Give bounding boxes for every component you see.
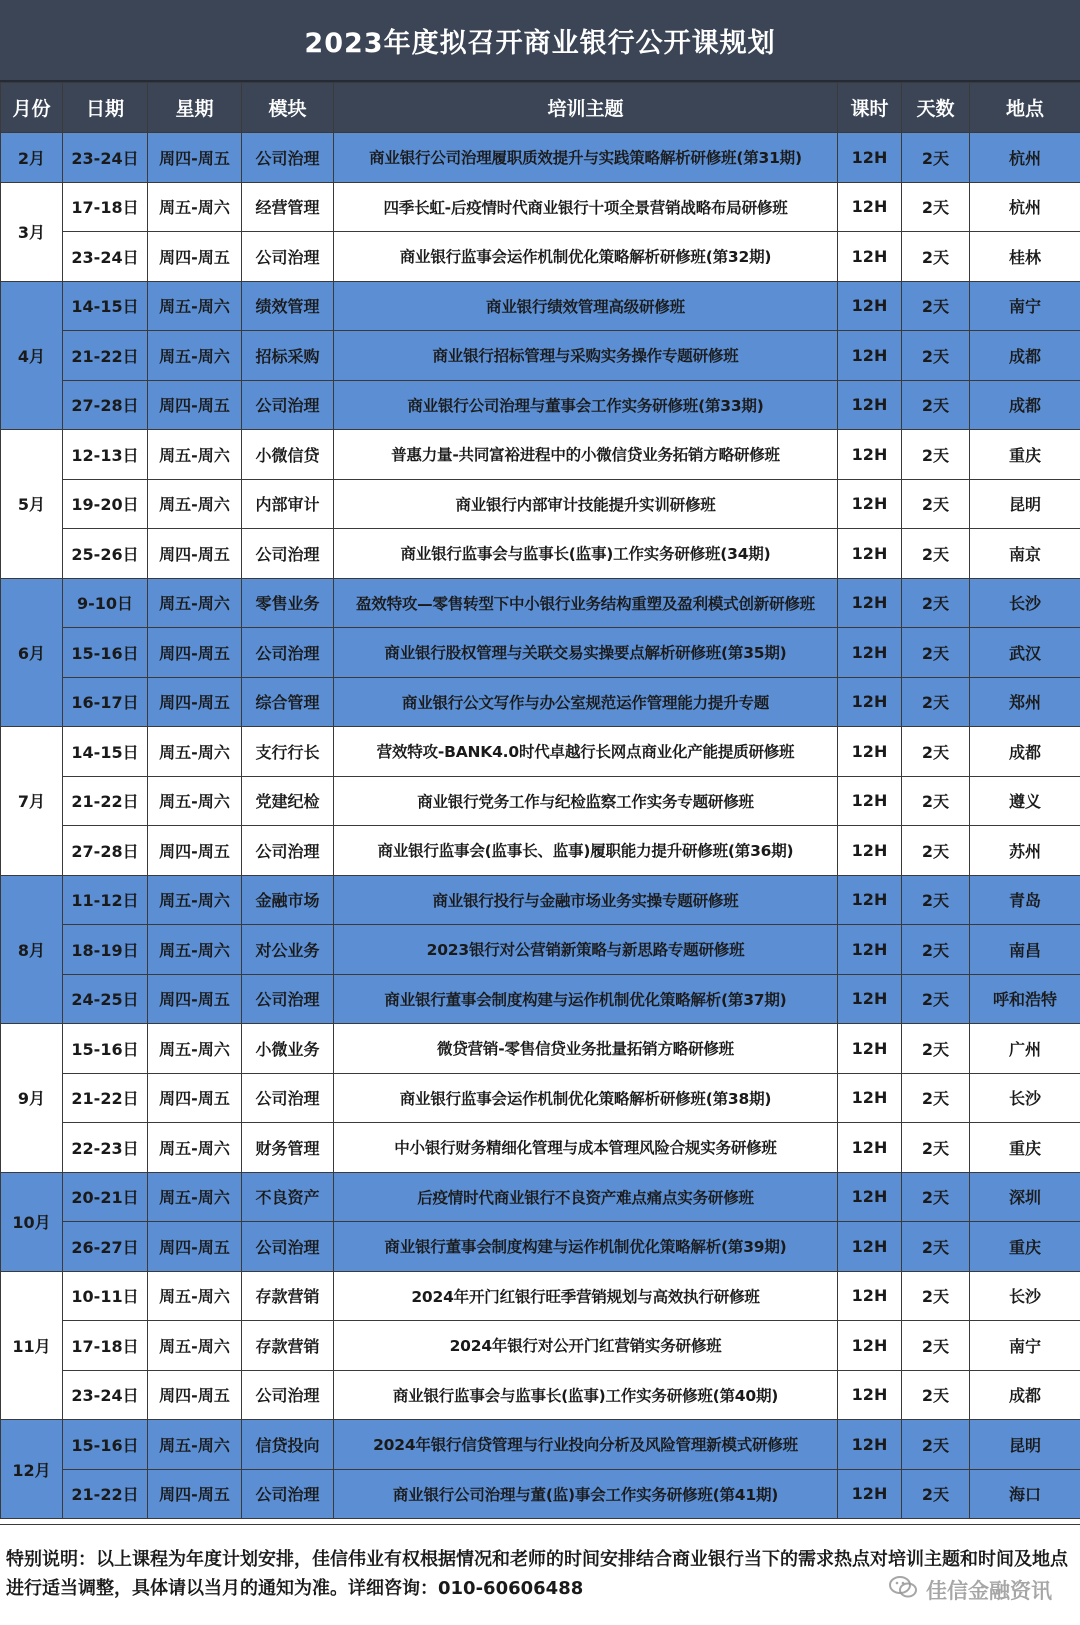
page-title: 2023年度拟召开商业银行公开课规划 xyxy=(0,0,1080,82)
cell-module: 公司治理 xyxy=(242,826,334,876)
cell-hours: 12H xyxy=(838,776,902,826)
cell-place: 成都 xyxy=(970,380,1080,430)
cell-place: 武汉 xyxy=(970,628,1080,678)
cell-place: 青岛 xyxy=(970,875,1080,925)
cell-hours: 12H xyxy=(838,826,902,876)
cell-date: 16-17日 xyxy=(63,677,148,727)
cell-days: 2天 xyxy=(902,1024,970,1074)
cell-weekday: 周五-周六 xyxy=(148,1271,242,1321)
watermark-text: 佳信金融资讯 xyxy=(926,1578,1052,1603)
cell-module: 公司治理 xyxy=(242,974,334,1024)
cell-module: 综合管理 xyxy=(242,677,334,727)
watermark xyxy=(888,1574,1052,1605)
cell-hours: 12H xyxy=(838,380,902,430)
cell-days: 2天 xyxy=(902,776,970,826)
cell-hours: 12H xyxy=(838,628,902,678)
cell-weekday: 周四-周五 xyxy=(148,232,242,282)
cell-hours: 12H xyxy=(838,182,902,232)
cell-module: 金融市场 xyxy=(242,875,334,925)
table-row xyxy=(1,974,1080,1024)
header-topic: 培训主题 xyxy=(334,83,838,133)
cell-topic: 商业银行监事会与监事长(监事)工作实务研修班(第40期) xyxy=(334,1370,838,1420)
cell-date: 10-11日 xyxy=(63,1271,148,1321)
cell-weekday: 周五-周六 xyxy=(148,1172,242,1222)
cell-place: 昆明 xyxy=(970,1420,1080,1470)
table-row xyxy=(1,628,1080,678)
cell-month: 6月 xyxy=(1,578,63,727)
cell-weekday: 周五-周六 xyxy=(148,1123,242,1173)
cell-hours: 12H xyxy=(838,1469,902,1519)
cell-hours: 12H xyxy=(838,479,902,529)
cell-hours: 12H xyxy=(838,331,902,381)
cell-days: 2天 xyxy=(902,925,970,975)
cell-days: 2天 xyxy=(902,1222,970,1272)
cell-month: 10月 xyxy=(1,1172,63,1271)
cell-days: 2天 xyxy=(902,727,970,777)
header-month: 月份 xyxy=(1,83,63,133)
cell-weekday: 周五-周六 xyxy=(148,1420,242,1470)
cell-place: 桂林 xyxy=(970,232,1080,282)
cell-place: 深圳 xyxy=(970,1172,1080,1222)
header-module: 模块 xyxy=(242,83,334,133)
table-row xyxy=(1,1024,1080,1074)
cell-days: 2天 xyxy=(902,1172,970,1222)
table-row xyxy=(1,1321,1080,1371)
cell-date: 15-16日 xyxy=(63,628,148,678)
cell-hours: 12H xyxy=(838,1420,902,1470)
cell-weekday: 周四-周五 xyxy=(148,1469,242,1519)
cell-module: 信贷投向 xyxy=(242,1420,334,1470)
cell-weekday: 周四-周五 xyxy=(148,974,242,1024)
cell-month: 4月 xyxy=(1,281,63,430)
cell-date: 14-15日 xyxy=(63,281,148,331)
cell-module: 公司治理 xyxy=(242,529,334,579)
cell-hours: 12H xyxy=(838,1321,902,1371)
cell-date: 21-22日 xyxy=(63,1469,148,1519)
cell-topic: 商业银行监事会运作机制优化策略解析研修班(第38期) xyxy=(334,1073,838,1123)
table-row xyxy=(1,1370,1080,1420)
cell-date: 15-16日 xyxy=(63,1024,148,1074)
cell-place: 昆明 xyxy=(970,479,1080,529)
cell-module: 对公业务 xyxy=(242,925,334,975)
cell-hours: 12H xyxy=(838,1073,902,1123)
cell-place: 南京 xyxy=(970,529,1080,579)
cell-days: 2天 xyxy=(902,1420,970,1470)
table-row xyxy=(1,380,1080,430)
cell-date: 12-13日 xyxy=(63,430,148,480)
cell-module: 党建纪检 xyxy=(242,776,334,826)
cell-topic: 商业银行公文写作与办公室规范运作管理能力提升专题 xyxy=(334,677,838,727)
cell-topic: 普惠力量-共同富裕进程中的小微信贷业务拓销方略研修班 xyxy=(334,430,838,480)
cell-module: 小微业务 xyxy=(242,1024,334,1074)
course-plan-table xyxy=(0,82,1080,1519)
cell-days: 2天 xyxy=(902,281,970,331)
cell-weekday: 周五-周六 xyxy=(148,1024,242,1074)
header-hours: 课时 xyxy=(838,83,902,133)
cell-topic: 商业银行公司治理与董事会工作实务研修班(第33期) xyxy=(334,380,838,430)
cell-hours: 12H xyxy=(838,133,902,183)
cell-weekday: 周四-周五 xyxy=(148,628,242,678)
table-row xyxy=(1,430,1080,480)
cell-weekday: 周四-周五 xyxy=(148,677,242,727)
table-row xyxy=(1,875,1080,925)
cell-hours: 12H xyxy=(838,578,902,628)
cell-place: 重庆 xyxy=(970,1222,1080,1272)
cell-module: 公司治理 xyxy=(242,628,334,678)
cell-topic: 四季长虹-后疫情时代商业银行十项全景营销战略布局研修班 xyxy=(334,182,838,232)
cell-date: 23-24日 xyxy=(63,232,148,282)
cell-date: 25-26日 xyxy=(63,529,148,579)
cell-topic: 商业银行公司治理履职质效提升与实践策略解析研修班(第31期) xyxy=(334,133,838,183)
cell-topic: 商业银行公司治理与董(监)事会工作实务研修班(第41期) xyxy=(334,1469,838,1519)
cell-place: 郑州 xyxy=(970,677,1080,727)
cell-days: 2天 xyxy=(902,529,970,579)
cell-topic: 商业银行党务工作与纪检监察工作实务专题研修班 xyxy=(334,776,838,826)
cell-days: 2天 xyxy=(902,1370,970,1420)
cell-topic: 2024年银行对公开门红营销实务研修班 xyxy=(334,1321,838,1371)
cell-days: 2天 xyxy=(902,578,970,628)
cell-weekday: 周五-周六 xyxy=(148,875,242,925)
cell-month: 9月 xyxy=(1,1024,63,1173)
cell-place: 广州 xyxy=(970,1024,1080,1074)
cell-date: 18-19日 xyxy=(63,925,148,975)
cell-month: 12月 xyxy=(1,1420,63,1519)
cell-weekday: 周四-周五 xyxy=(148,529,242,579)
table-row xyxy=(1,281,1080,331)
cell-place: 杭州 xyxy=(970,133,1080,183)
cell-date: 24-25日 xyxy=(63,974,148,1024)
cell-topic: 中小银行财务精细化管理与成本管理风险合规实务研修班 xyxy=(334,1123,838,1173)
cell-weekday: 周四-周五 xyxy=(148,1222,242,1272)
cell-module: 存款营销 xyxy=(242,1321,334,1371)
cell-weekday: 周五-周六 xyxy=(148,430,242,480)
wechat-icon xyxy=(888,1574,918,1605)
cell-place: 成都 xyxy=(970,331,1080,381)
cell-days: 2天 xyxy=(902,1123,970,1173)
cell-module: 支行行长 xyxy=(242,727,334,777)
cell-date: 20-21日 xyxy=(63,1172,148,1222)
cell-days: 2天 xyxy=(902,1271,970,1321)
cell-module: 存款营销 xyxy=(242,1271,334,1321)
table-row xyxy=(1,133,1080,183)
cell-hours: 12H xyxy=(838,677,902,727)
cell-days: 2天 xyxy=(902,479,970,529)
cell-weekday: 周五-周六 xyxy=(148,182,242,232)
cell-days: 2天 xyxy=(902,826,970,876)
cell-topic: 商业银行内部审计技能提升实训研修班 xyxy=(334,479,838,529)
cell-module: 公司治理 xyxy=(242,133,334,183)
cell-hours: 12H xyxy=(838,875,902,925)
cell-days: 2天 xyxy=(902,974,970,1024)
cell-module: 公司治理 xyxy=(242,1222,334,1272)
cell-module: 经营管理 xyxy=(242,182,334,232)
cell-date: 27-28日 xyxy=(63,826,148,876)
cell-topic: 商业银行投行与金融市场业务实操专题研修班 xyxy=(334,875,838,925)
cell-date: 11-12日 xyxy=(63,875,148,925)
table-row xyxy=(1,331,1080,381)
cell-topic: 2023银行对公营销新策略与新思路专题研修班 xyxy=(334,925,838,975)
cell-weekday: 周五-周六 xyxy=(148,578,242,628)
cell-days: 2天 xyxy=(902,1469,970,1519)
special-note: 特别说明：以上课程为年度计划安排，佳信伟业有权根据情况和老师的时间安排结合商业银行当下的需求热点对培训主题和时间及地点进行适当调整，具体请以当月的通知为准。详细咨询：010-60606488 xyxy=(0,1524,1080,1625)
cell-hours: 12H xyxy=(838,1172,902,1222)
cell-topic: 商业银行招标管理与采购实务操作专题研修班 xyxy=(334,331,838,381)
cell-place: 长沙 xyxy=(970,1271,1080,1321)
cell-weekday: 周四-周五 xyxy=(148,1370,242,1420)
header-place: 地点 xyxy=(970,83,1080,133)
cell-hours: 12H xyxy=(838,430,902,480)
cell-module: 零售业务 xyxy=(242,578,334,628)
cell-days: 2天 xyxy=(902,182,970,232)
cell-month: 2月 xyxy=(1,133,63,183)
cell-topic: 商业银行绩效管理高级研修班 xyxy=(334,281,838,331)
cell-hours: 12H xyxy=(838,1370,902,1420)
header-days: 天数 xyxy=(902,83,970,133)
table-row xyxy=(1,925,1080,975)
cell-module: 内部审计 xyxy=(242,479,334,529)
cell-date: 21-22日 xyxy=(63,1073,148,1123)
cell-place: 苏州 xyxy=(970,826,1080,876)
cell-date: 17-18日 xyxy=(63,182,148,232)
cell-module: 公司治理 xyxy=(242,1370,334,1420)
cell-hours: 12H xyxy=(838,1123,902,1173)
cell-date: 23-24日 xyxy=(63,1370,148,1420)
cell-topic: 商业银行董事会制度构建与运作机制优化策略解析(第37期) xyxy=(334,974,838,1024)
cell-month: 7月 xyxy=(1,727,63,876)
table-row xyxy=(1,1123,1080,1173)
table-row xyxy=(1,1172,1080,1222)
table-row xyxy=(1,578,1080,628)
cell-days: 2天 xyxy=(902,1321,970,1371)
cell-topic: 微贷营销-零售信贷业务批量拓销方略研修班 xyxy=(334,1024,838,1074)
cell-place: 长沙 xyxy=(970,1073,1080,1123)
cell-days: 2天 xyxy=(902,232,970,282)
cell-topic: 营效特攻-BANK4.0时代卓越行长网点商业化产能提质研修班 xyxy=(334,727,838,777)
cell-place: 南宁 xyxy=(970,1321,1080,1371)
table-row xyxy=(1,1420,1080,1470)
table-body xyxy=(1,133,1080,1519)
table-row xyxy=(1,677,1080,727)
cell-days: 2天 xyxy=(902,677,970,727)
cell-topic: 商业银行股权管理与关联交易实操要点解析研修班(第35期) xyxy=(334,628,838,678)
cell-topic: 2024年开门红银行旺季营销规划与高效执行研修班 xyxy=(334,1271,838,1321)
cell-days: 2天 xyxy=(902,875,970,925)
cell-module: 公司治理 xyxy=(242,1073,334,1123)
cell-hours: 12H xyxy=(838,281,902,331)
table-row xyxy=(1,182,1080,232)
cell-date: 26-27日 xyxy=(63,1222,148,1272)
cell-place: 南昌 xyxy=(970,925,1080,975)
cell-days: 2天 xyxy=(902,380,970,430)
table-row xyxy=(1,232,1080,282)
cell-hours: 12H xyxy=(838,232,902,282)
cell-topic: 商业银行监事会(监事长、监事)履职能力提升研修班(第36期) xyxy=(334,826,838,876)
cell-hours: 12H xyxy=(838,1222,902,1272)
table-row xyxy=(1,529,1080,579)
cell-topic: 盈效特攻—零售转型下中小银行业务结构重塑及盈利模式创新研修班 xyxy=(334,578,838,628)
cell-place: 呼和浩特 xyxy=(970,974,1080,1024)
cell-topic: 商业银行监事会与监事长(监事)工作实务研修班(34期) xyxy=(334,529,838,579)
table-row xyxy=(1,1222,1080,1272)
cell-weekday: 周五-周六 xyxy=(148,925,242,975)
cell-days: 2天 xyxy=(902,430,970,480)
cell-place: 长沙 xyxy=(970,578,1080,628)
cell-month: 8月 xyxy=(1,875,63,1024)
cell-place: 海口 xyxy=(970,1469,1080,1519)
cell-module: 绩效管理 xyxy=(242,281,334,331)
cell-date: 17-18日 xyxy=(63,1321,148,1371)
cell-weekday: 周五-周六 xyxy=(148,1321,242,1371)
table-row xyxy=(1,1271,1080,1321)
table-row xyxy=(1,1073,1080,1123)
cell-topic: 商业银行董事会制度构建与运作机制优化策略解析(第39期) xyxy=(334,1222,838,1272)
table-row xyxy=(1,1469,1080,1519)
cell-weekday: 周四-周五 xyxy=(148,133,242,183)
cell-module: 小微信贷 xyxy=(242,430,334,480)
cell-place: 杭州 xyxy=(970,182,1080,232)
cell-date: 15-16日 xyxy=(63,1420,148,1470)
cell-hours: 12H xyxy=(838,1271,902,1321)
cell-place: 重庆 xyxy=(970,1123,1080,1173)
cell-module: 公司治理 xyxy=(242,1469,334,1519)
cell-weekday: 周五-周六 xyxy=(148,776,242,826)
cell-hours: 12H xyxy=(838,727,902,777)
cell-place: 遵义 xyxy=(970,776,1080,826)
cell-module: 不良资产 xyxy=(242,1172,334,1222)
cell-weekday: 周四-周五 xyxy=(148,380,242,430)
cell-topic: 商业银行监事会运作机制优化策略解析研修班(第32期) xyxy=(334,232,838,282)
cell-hours: 12H xyxy=(838,1024,902,1074)
cell-month: 3月 xyxy=(1,182,63,281)
cell-month: 11月 xyxy=(1,1271,63,1420)
table-header-row xyxy=(1,83,1080,133)
header-weekday: 星期 xyxy=(148,83,242,133)
cell-date: 23-24日 xyxy=(63,133,148,183)
header-date: 日期 xyxy=(63,83,148,133)
cell-weekday: 周五-周六 xyxy=(148,331,242,381)
cell-module: 公司治理 xyxy=(242,380,334,430)
cell-weekday: 周四-周五 xyxy=(148,1073,242,1123)
cell-date: 21-22日 xyxy=(63,331,148,381)
cell-hours: 12H xyxy=(838,974,902,1024)
cell-place: 成都 xyxy=(970,727,1080,777)
cell-weekday: 周五-周六 xyxy=(148,281,242,331)
cell-topic: 2024年银行信贷管理与行业投向分析及风险管理新模式研修班 xyxy=(334,1420,838,1470)
cell-place: 南宁 xyxy=(970,281,1080,331)
cell-module: 招标采购 xyxy=(242,331,334,381)
cell-date: 27-28日 xyxy=(63,380,148,430)
cell-days: 2天 xyxy=(902,331,970,381)
cell-weekday: 周五-周六 xyxy=(148,479,242,529)
cell-hours: 12H xyxy=(838,925,902,975)
cell-weekday: 周四-周五 xyxy=(148,826,242,876)
cell-date: 9-10日 xyxy=(63,578,148,628)
table-row xyxy=(1,727,1080,777)
table-row xyxy=(1,826,1080,876)
cell-topic: 后疫情时代商业银行不良资产难点痛点实务研修班 xyxy=(334,1172,838,1222)
cell-hours: 12H xyxy=(838,529,902,579)
cell-module: 公司治理 xyxy=(242,232,334,282)
cell-days: 2天 xyxy=(902,1073,970,1123)
table-row xyxy=(1,479,1080,529)
cell-date: 21-22日 xyxy=(63,776,148,826)
cell-module: 财务管理 xyxy=(242,1123,334,1173)
cell-days: 2天 xyxy=(902,133,970,183)
cell-place: 成都 xyxy=(970,1370,1080,1420)
cell-place: 重庆 xyxy=(970,430,1080,480)
cell-date: 19-20日 xyxy=(63,479,148,529)
table-row xyxy=(1,776,1080,826)
cell-date: 14-15日 xyxy=(63,727,148,777)
cell-month: 5月 xyxy=(1,430,63,579)
cell-date: 22-23日 xyxy=(63,1123,148,1173)
cell-weekday: 周五-周六 xyxy=(148,727,242,777)
cell-days: 2天 xyxy=(902,628,970,678)
